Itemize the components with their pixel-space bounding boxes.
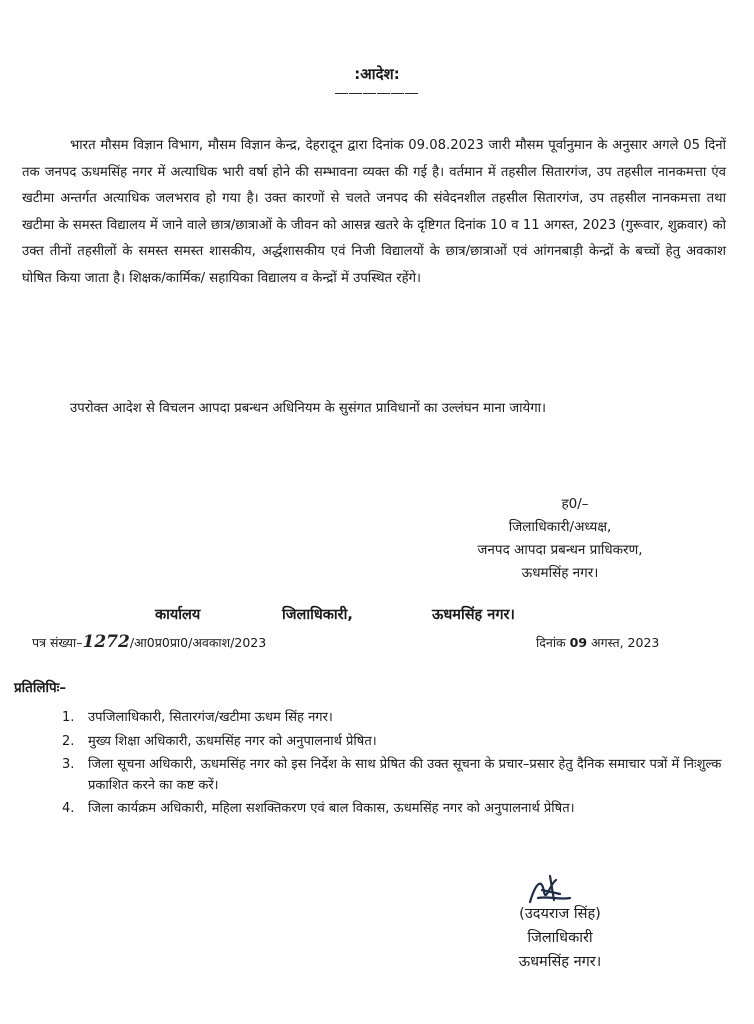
order-paragraph-2: उपरोक्त आदेश से विचलन आपदा प्रबन्धन अधिनियम के सुसंगत प्राविधानों का उल्लंघन माना जायेगा। <box>70 401 547 416</box>
list-item-number: 2. <box>62 733 75 749</box>
list-item-text: जिला कार्यक्रम अधिकारी, महिला सशक्तिकरण एवं बाल विकास, ऊधमसिंह नगर को अनुपालनार्थ प्रेषित। <box>88 801 575 816</box>
signed-initial: ह0/– <box>561 496 589 512</box>
letter-number-handwritten: 1272 <box>82 632 130 652</box>
order-paragraph-1: भारत मौसम विज्ञान विभाग, मौसम विज्ञान केन्द्र, देहरादून द्वारा दिनांक 09.08.2023 जारी मौसम पूर्वानुमान के अनुसार अगले 05 दिनों तक जनपद ऊधमसिंह नगर में अत्याधिक भारी वर्षा होने की सम्भावना व्यक्त की गई है। वर्तमान में तहसील सितारगंज, उप तहसील नानकमत्ता एंव खटीमा अन्तर्गत अत्याधिक जलभराव हो गया है। उक्त कारणों से चलते जनपद की संवेदनशील तहसील सितारगंज, उप तहसील नानकमत्ता तथा खटीमा के समस्त विद्यालय में जाने वाले छात्र/छात्राओं के जीवन को आसन्न खतरे के दृष्टिगत दिनांक 10 व 11 अगस्त, 2023 (गुरूवार, शुक्रवार) को उक्त तीनों तहसीलों के समस्त समस्त शासकीय, अर्द्धशासकीय एवं निजी विद्यालयों के छात्र/छात्राओं एवं आंगनबाड़ी केन्द्रों के बच्चों हेतु अवकाश घोषित किया जाता है। शिक्षक/कार्मिक/ सहायिका विद्यालय व केन्द्रों में उपस्थित रहेंगे। <box>22 138 726 286</box>
letter-number-suffix: /आ0प्र0प्रा0/अवकाश/2023 <box>129 635 267 650</box>
list-item-number: 4. <box>62 801 75 816</box>
list-item <box>62 732 722 753</box>
list-item-number: 3. <box>62 757 75 772</box>
signatory-place: ऊधमसिंह नगर। <box>521 565 599 581</box>
list-item <box>62 708 722 729</box>
list-item <box>62 799 722 820</box>
letter-date <box>536 634 659 651</box>
office-word: कार्यालय <box>155 607 201 623</box>
list-item-text: जिला सूचना अधिकारी, ऊधमसिंह नगर को इस निर्देश के साथ प्रेषित की उक्त सूचना के प्रचार–प्रसार हेतु दैनिक समाचार पत्रों में निःशुल्क प्रकाशित करने का कष्ट करें। <box>88 757 722 793</box>
order-heading: :आदेश: <box>354 65 400 83</box>
date-day: 09 <box>569 635 588 650</box>
heading-underline: ―――――― <box>335 86 419 101</box>
signatory-designation: जिलाधिकारी <box>527 930 593 946</box>
list-item-text: मुख्य शिक्षा अधिकारी, ऊधमसिंह नगर को अनुपालनार्थ प्रेषित। <box>88 733 377 749</box>
office-designation: जिलाधिकारी, <box>282 607 353 623</box>
list-item <box>62 755 722 796</box>
date-label: दिनांक <box>536 635 566 650</box>
signatory-designation: जिलाधिकारी/अध्यक्ष, <box>508 519 612 535</box>
office-place: ऊधमसिंह नगर। <box>432 607 515 623</box>
list-item-text: उपजिलाधिकारी, सितारगंज/खटीमा ऊधम सिंह नगर। <box>88 710 333 725</box>
list-item-number: 1. <box>62 710 75 725</box>
letter-number <box>32 632 266 652</box>
letter-number-prefix: पत्र संख्या– <box>32 635 83 650</box>
date-month-year: अगस्त, 2023 <box>591 635 660 650</box>
signatory-authority: जनपद आपदा प्रबन्धन प्राधिकरण, <box>477 542 643 558</box>
signatory-block-1 <box>400 493 720 585</box>
signatory-name: (उदयराज सिंह) <box>519 906 601 922</box>
signatory-place: ऊधमसिंह नगर। <box>518 954 602 970</box>
copies-label: प्रतिलिपिः– <box>14 680 67 696</box>
signatory-block-2 <box>470 902 650 974</box>
copies-list <box>62 708 722 823</box>
